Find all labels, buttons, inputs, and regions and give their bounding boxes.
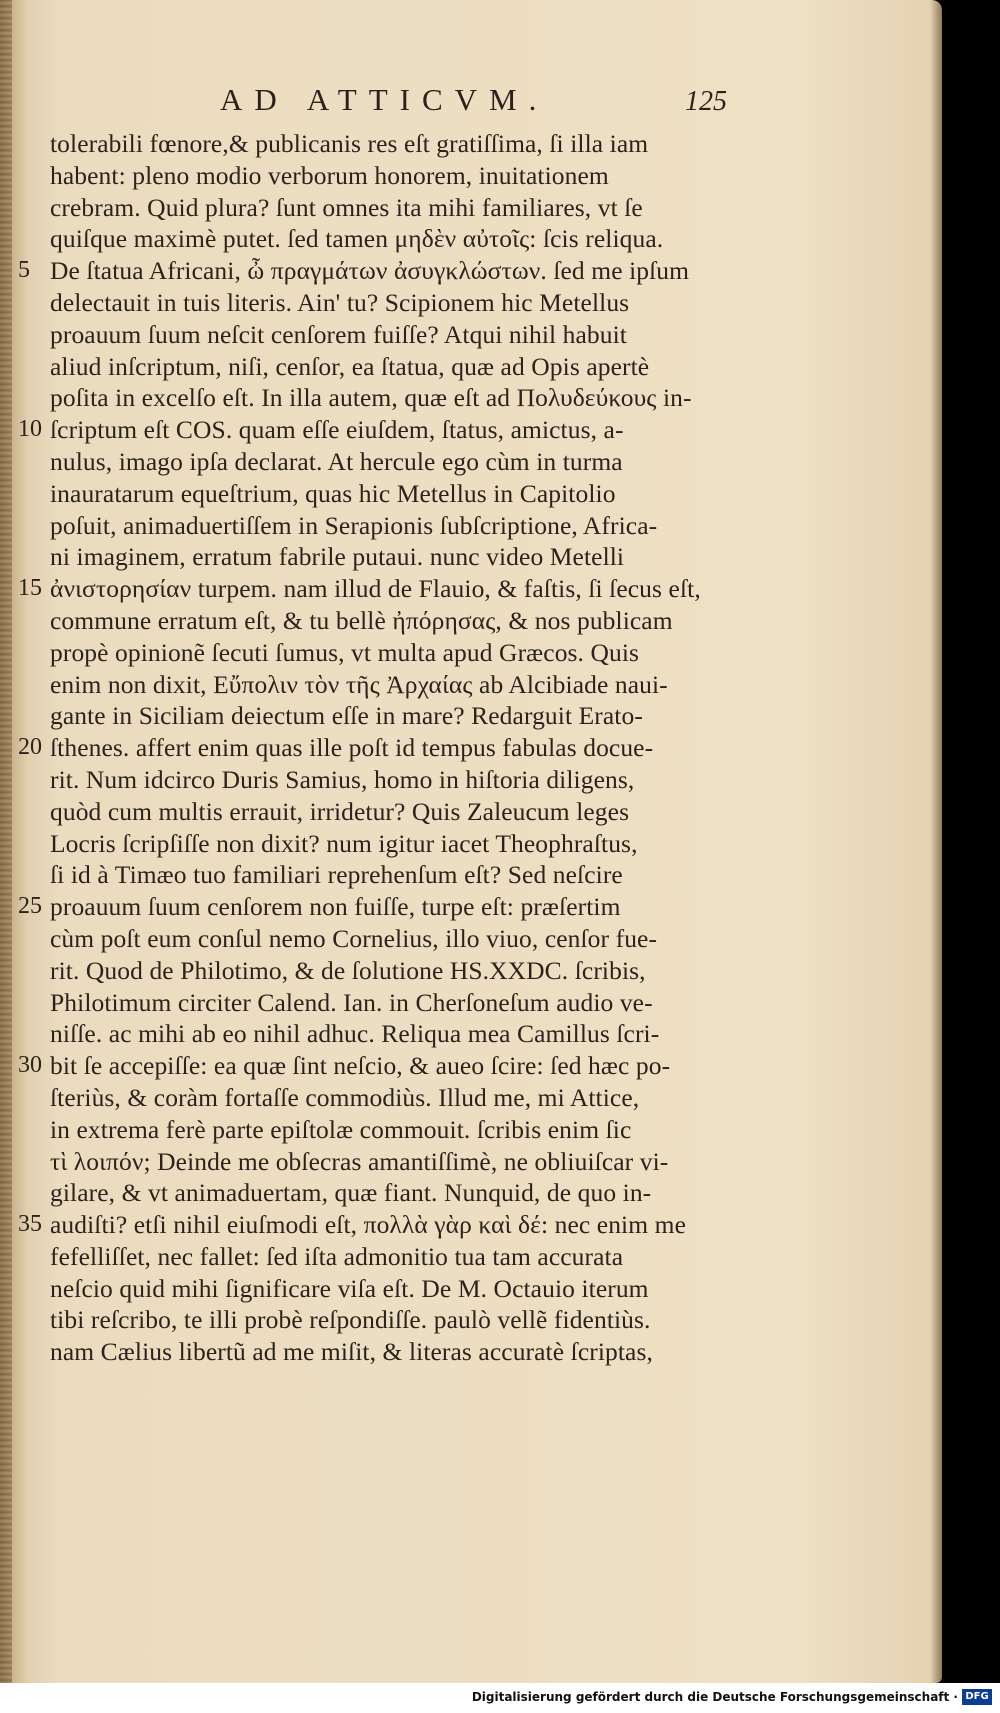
text-line: bit ſe accepiſſe: ea quæ ſint neſcio, & aueo ſcire: ſed hæc po-	[50, 1051, 671, 1081]
text-line: nam Cælius libertũ ad me miſit, & literas accuratè ſcriptas,	[50, 1337, 653, 1367]
line-number: 10	[18, 416, 42, 443]
text-line: Locris ſcripſiſſe non dixit? num igitur iacet Theophraſtus,	[50, 828, 638, 858]
text-line: enim non dixit, Εὔπολιν τὸν τῆς Ἀρχαίας ab Alcibiade naui-	[50, 669, 668, 699]
text-line: τὶ λοιπόν; Deinde me obſecras amantiſſimè, ne obliuiſcar vi-	[50, 1146, 669, 1176]
text-line: crebram. Quid plura? ſunt omnes ita mihi familiares, vt ſe	[50, 192, 643, 222]
line-number: 35	[18, 1211, 42, 1238]
text-line: niſſe. ac mihi ab eo nihil adhuc. Reliqua mea Camillus ſcri-	[50, 1019, 660, 1049]
text-line: poſuit, animaduertiſſem in Serapionis ſubſcriptione, Africa-	[50, 510, 658, 540]
page-number: 125	[685, 86, 727, 117]
text-line: tolerabili fœnore,& publicanis res eſt gratiſſima, ſi illa iam	[50, 129, 649, 158]
text-line: ni imaginem, erratum fabrile putaui. nunc video Metelli	[50, 542, 625, 572]
text-line: nulus, imago ipſa declarat. At hercule ego cùm in turma	[50, 446, 623, 476]
text-line: tibi reſcribo, te illi probè reſpondiſſe. paulò vellẽ fidentiùs.	[50, 1305, 651, 1335]
text-line: rit. Quod de Philotimo, & de ſolutione HS.XXDC. ſcribis,	[50, 955, 646, 985]
running-head: AD ATTICVM.	[220, 82, 549, 117]
text-line: ſteriùs, & coràm fortaſſe commodiùs. Illud me, mi Attice,	[50, 1082, 640, 1112]
text-line: quòd cum multis errauit, irridetur? Quis Zaleucum leges	[50, 796, 630, 826]
funding-credit: Digitalisierung gefördert durch die Deutsche Forschungsgemeinschaft ·	[471, 1690, 958, 1704]
text-line: delectauit in tuis literis. Ain' tu? Scipionem hic Metellus	[50, 287, 630, 317]
text-line: poſita in excelſo eſt. In illa autem, quæ eſt ad Πολυδεύκους in-	[50, 383, 692, 413]
text-line: ſcriptum eſt COS. quam eſſe eiuſdem, ſtatus, amictus, a-	[50, 415, 624, 445]
line-number: 30	[18, 1052, 42, 1079]
text-line: in extrema ferè parte epiſtolæ commouit. ſcribis enim ſic	[50, 1114, 632, 1144]
body-text	[50, 128, 750, 1368]
text-line: fefelliſſet, nec fallet: ſed iſta admonitio tua tam accurata	[50, 1241, 624, 1271]
text-line: inauratarum equeſtrium, quas hic Metellus in Capitolio	[50, 478, 616, 508]
line-number: 25	[18, 893, 42, 920]
text-line: proauum ſuum neſcit cenſorem fuiſſe? Atqui nihil habuit	[50, 319, 627, 349]
text-line: habent: pleno modio verborum honorem, inuitationem	[50, 160, 609, 190]
text-line: propè opinionẽ ſecuti ſumus, vt multa apud Græcos. Quis	[50, 637, 640, 667]
page-header	[200, 82, 920, 122]
text-line: ſthenes. affert enim quas ille poſt id tempus fabulas docue-	[50, 733, 654, 763]
dfg-logo: DFG	[962, 1689, 992, 1705]
text-line: neſcio quid mihi ſignificare viſa eſt. De M. Octauio iterum	[50, 1273, 649, 1303]
text-line: gilare, & vt animaduertam, quæ fiant. Nunquid, de quo in-	[50, 1178, 652, 1208]
text-line: audiſti? etſi nihil eiuſmodi eſt, πολλὰ γὰρ καὶ δέ: nec enim me	[50, 1210, 686, 1240]
text-line: Philotimum circiter Calend. Ian. in Cherſoneſum audio ve-	[50, 987, 653, 1017]
text-line: commune erratum eſt, & tu bellè ἠπόρησας, & nos publicam	[50, 605, 673, 635]
text-line: cùm poſt eum conſul nemo Cornelius, illo viuo, cenſor fue-	[50, 923, 658, 953]
text-line: De ſtatua Africani, ὦ πραγμάτων ἀσυγκλώστων. ſed me ipſum	[50, 256, 690, 286]
line-number: 20	[18, 734, 42, 761]
text-line: gante in Siciliam deiectum eſſe in mare? Redarguit Erato-	[50, 701, 643, 731]
text-line: ἀνιστορησίαν turpem. nam illud de Flauio, & faſtis, ſi ſecus eſt,	[50, 574, 701, 604]
digitization-footer	[0, 1683, 1000, 1713]
text-line: rit. Num idcirco Duris Samius, homo in hiſtoria diligens,	[50, 764, 635, 794]
text-line: ſi id à Timæo tuo familiari reprehenſum eſt? Sed neſcire	[50, 860, 623, 890]
text-line: aliud inſcriptum, niſi, cenſor, ea ſtatua, quæ ad Opis apertè	[50, 351, 650, 381]
line-number: 5	[18, 257, 30, 284]
line-number: 15	[18, 575, 42, 602]
line-number-margin	[0, 0, 50, 1683]
text-line: proauum ſuum cenſorem non fuiſſe, turpe eſt: præſertim	[50, 892, 621, 922]
text-line: quiſque maximè putet. ſed tamen μηδὲν αὐτοῖς: ſcis reliqua.	[50, 224, 664, 254]
